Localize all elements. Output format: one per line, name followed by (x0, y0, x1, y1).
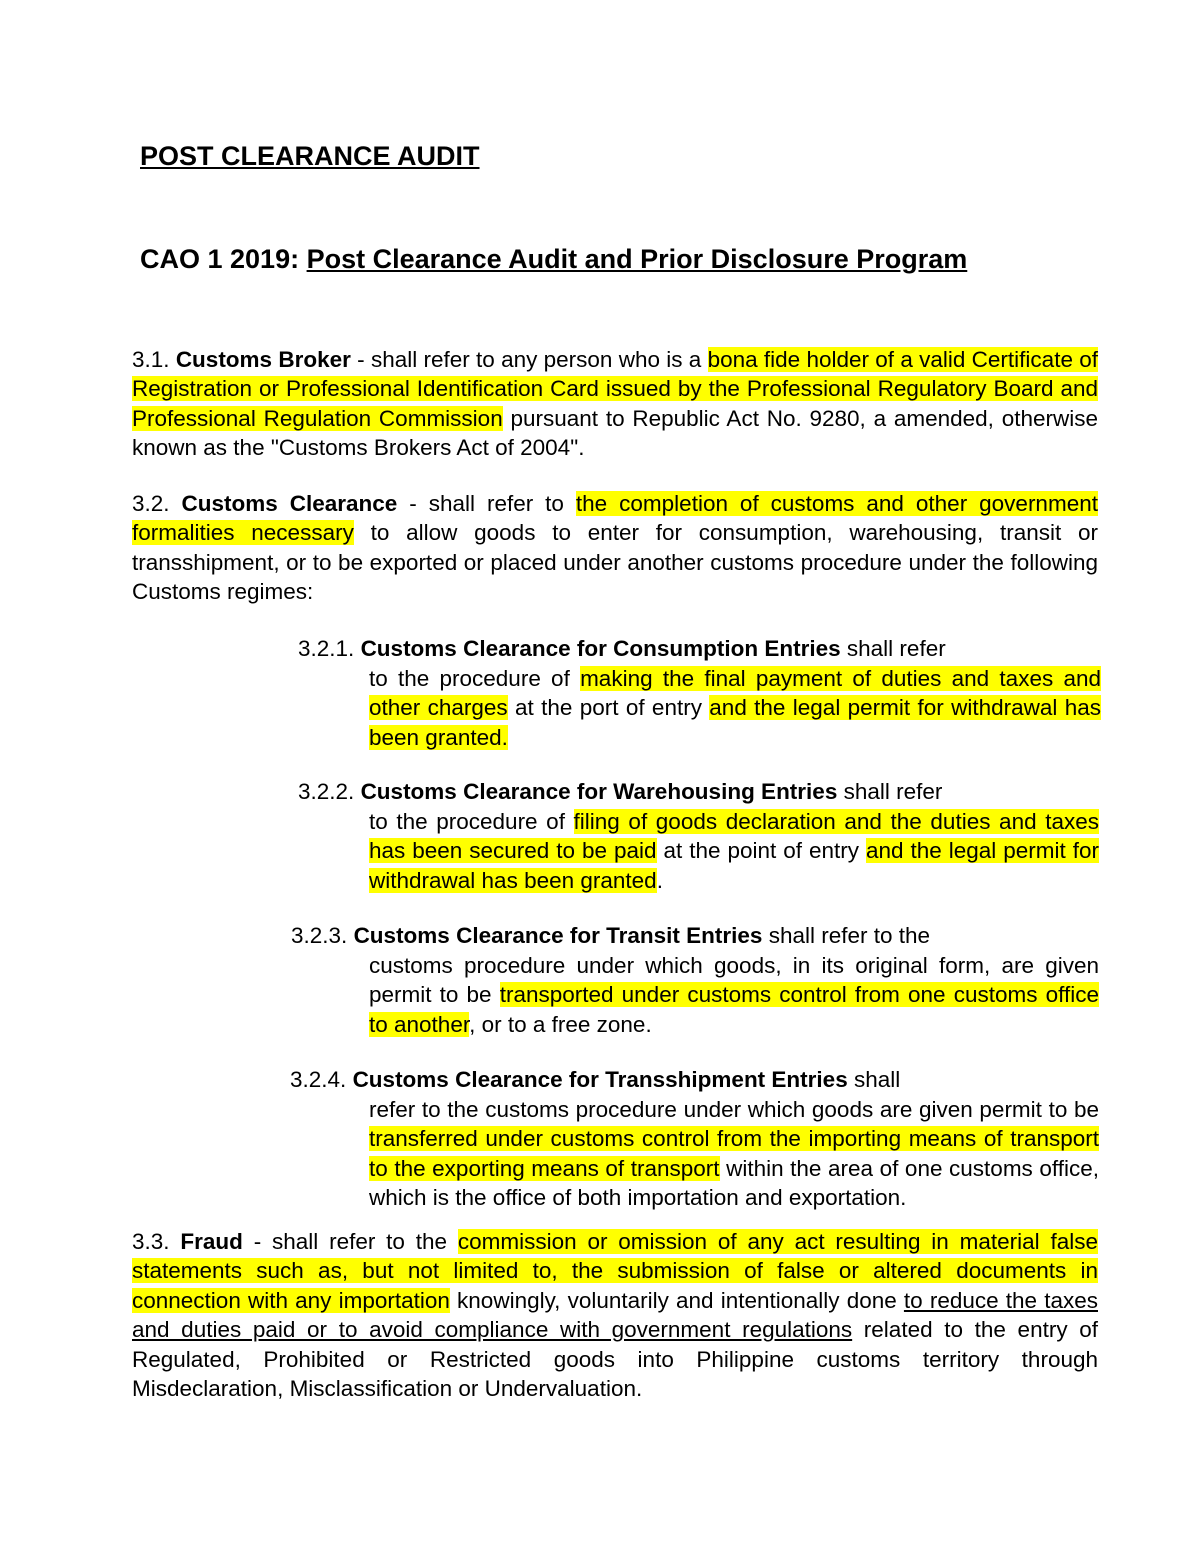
body-text: - shall refer to the (242, 1229, 458, 1254)
section-number: 3.2.2. (298, 779, 355, 804)
section-number: 3.3. (132, 1229, 170, 1254)
body-text: customs procedure under which goods, in its original form, are given permit to be (369, 953, 1099, 1008)
body-text: shall refer (837, 779, 943, 804)
section-3-1-customs-broker (132, 345, 1098, 463)
subtitle-prefix: CAO 1 2019: (140, 244, 307, 274)
section-number: 3.1. (132, 347, 170, 372)
body-text: shall refer to the (762, 923, 931, 948)
subtitle-program-name: Post Clearance Audit and Prior Disclosure Program (306, 244, 968, 274)
section-3-2-2-heading (298, 777, 1098, 806)
highlighted-text: and the legal permit for withdrawal has been granted. (369, 695, 1102, 750)
defined-term: Fraud (180, 1229, 243, 1254)
section-3-2-2-body (369, 807, 1099, 895)
section-3-2-4-body (369, 1095, 1099, 1213)
section-3-2-1-heading (298, 634, 1098, 663)
body-text: - shall refer to any person who is a (350, 347, 708, 372)
body-text: shall (847, 1067, 901, 1092)
body-text: pursuant to Republic Act No. 9280, a amended, otherwise known as the "Customs Brokers Act of 2004". (132, 405, 1099, 461)
defined-term: Customs Clearance for Warehousing Entries (360, 779, 838, 804)
body-text: - shall refer to (397, 491, 576, 516)
body-text: refer to the customs procedure under which goods are given permit to be (369, 1097, 1099, 1122)
highlighted-text: transferred under customs control from the importing means of transport to the exporting means of transport (369, 1126, 1099, 1181)
defined-term: Customs Clearance for Transit Entries (353, 923, 763, 948)
defined-term: Customs Clearance for Consumption Entries (360, 636, 841, 661)
defined-term: Customs Clearance (181, 491, 398, 516)
highlighted-text: making the final payment of duties and taxes and other charges (369, 666, 1101, 721)
body-text: to the procedure of (369, 809, 574, 834)
section-number: 3.2.4. (290, 1067, 347, 1092)
underlined-text: to reduce the taxes and duties paid or to avoid compliance with government regulations (132, 1287, 1098, 1343)
body-text: at the port of entry (507, 695, 710, 721)
section-3-2-1-body (369, 664, 1101, 752)
highlighted-text: bona fide holder of a valid Certificate of Registration or Professional Identification Card issued by the Professional Regulatory Board and Professional Regulation Commission (132, 347, 1098, 431)
body-text: shall refer (840, 636, 946, 661)
highlighted-text: commission or omission of any act resulting in material false statements such as, but not limited to, the submission of false or altered documents in connection with any importation (132, 1229, 1098, 1313)
section-3-2-3-heading (291, 921, 1091, 950)
section-3-2-4-heading (290, 1065, 1090, 1094)
highlighted-text: transported under customs control from one customs office to another (369, 982, 1099, 1037)
highlighted-text: filing of goods declaration and the duties and taxes has been secured to be paid (369, 809, 1099, 864)
defined-term: Customs Broker (175, 347, 351, 372)
body-text: knowingly, voluntarily and intentionally done (449, 1287, 904, 1313)
body-text: to allow goods to enter for consumption, warehousing, transit or transshipment, or to be exported or placed under another customs procedure under the following Customs regimes: (132, 520, 1098, 605)
section-3-2-3-body (369, 951, 1099, 1039)
document-subtitle (140, 243, 967, 275)
highlighted-text: and the legal permit for withdrawal has been granted (369, 838, 1099, 893)
highlighted-text: the completion of customs and other government formalities necessary (132, 491, 1098, 546)
section-number: 3.2.3. (291, 923, 348, 948)
section-number: 3.2.1. (298, 636, 355, 661)
body-text: to the procedure of (369, 666, 581, 691)
section-3-3-fraud (132, 1227, 1098, 1403)
body-text: at the point of entry (656, 838, 866, 864)
document-title: POST CLEARANCE AUDIT (140, 141, 480, 171)
body-text: . (656, 867, 663, 893)
defined-term: Customs Clearance for Transshipment Entries (352, 1067, 848, 1092)
body-text: , or to a free zone. (469, 1011, 652, 1037)
body-text: related to the entry of Regulated, Prohibited or Restricted goods into Philippine customs territory through Misdeclaration, Misclassification or Undervaluation. (132, 1317, 1098, 1402)
body-text: within the area of one customs office, which is the office of both importation and exportation. (369, 1155, 1099, 1211)
section-number: 3.2. (132, 491, 170, 516)
section-3-2-customs-clearance (132, 489, 1098, 607)
